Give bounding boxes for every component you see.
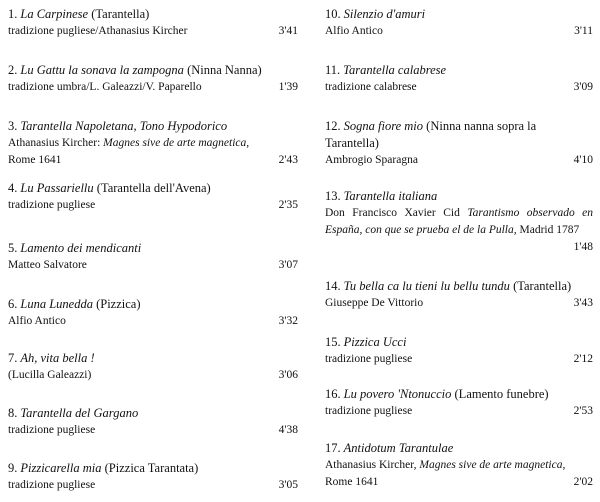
track-title: Ah, vita bella ! xyxy=(20,351,95,365)
track-credit: tradizione pugliese xyxy=(325,353,413,365)
track-title: Lu povero 'Ntonuccio xyxy=(343,387,452,401)
track-title: Silenzio d'amuri xyxy=(343,7,426,21)
track-number: 1. xyxy=(8,7,18,21)
track-credit: tradizione pugliese xyxy=(8,479,96,491)
track-credit-line xyxy=(8,135,298,152)
track-duration: 1'39 xyxy=(278,81,298,93)
track-number: 13. xyxy=(325,189,341,203)
track-title: Tarantella italiana xyxy=(343,189,438,203)
track-subtitle: (Ninna nanna sopra la Tarantella) xyxy=(325,119,537,150)
track-credit-line xyxy=(325,295,593,312)
track-credit-place: Rome 1641 xyxy=(325,476,379,488)
track-item xyxy=(8,350,298,384)
track-item xyxy=(8,460,298,494)
track-item xyxy=(8,62,298,96)
track-title-line xyxy=(325,118,593,152)
track-title-line xyxy=(8,180,298,197)
track-duration: 3'09 xyxy=(573,81,593,93)
track-number: 7. xyxy=(8,351,18,365)
track-title: Lamento dei mendicanti xyxy=(20,241,142,255)
track-subtitle: (Tarantella) xyxy=(91,7,150,21)
track-subtitle: (Lamento funebre) xyxy=(454,387,549,401)
track-credit: tradizione calabrese xyxy=(325,81,417,93)
track-subtitle: (Pizzica) xyxy=(96,297,141,311)
track-credit-line xyxy=(8,313,298,330)
track-credit: tradizione pugliese xyxy=(8,199,96,211)
track-duration: 3'41 xyxy=(278,25,298,37)
track-duration: 2'35 xyxy=(278,199,298,211)
track-title-line xyxy=(8,240,298,257)
track-credit-line xyxy=(8,367,298,384)
track-credit: tradizione pugliese xyxy=(325,405,413,417)
track-credit-line xyxy=(325,403,593,420)
track-title: Antidotum Tarantulae xyxy=(343,441,454,455)
track-item xyxy=(8,405,298,439)
track-credit-line xyxy=(325,457,593,474)
track-credit-line xyxy=(325,205,593,239)
track-item xyxy=(325,6,593,40)
track-credit-line xyxy=(325,351,593,368)
track-item xyxy=(8,296,298,330)
track-title-line xyxy=(325,440,593,457)
track-credit: tradizione pugliese xyxy=(8,424,96,436)
track-credit-source: Magnes sive de arte magnetica, xyxy=(103,137,250,149)
track-credit-line xyxy=(8,257,298,274)
track-item xyxy=(325,188,593,256)
track-item xyxy=(8,180,298,214)
track-title: Tarantella Napoletana, Tono Hypodorico xyxy=(20,119,228,133)
track-title-line xyxy=(8,118,298,135)
track-number: 10. xyxy=(325,7,341,21)
track-credit-source: Tarantismo observado en España, con que se prueba el de la Pulla, xyxy=(325,207,594,236)
track-item xyxy=(325,62,593,96)
track-number: 5. xyxy=(8,241,18,255)
track-number: 12. xyxy=(325,119,341,133)
track-credit-prefix: Don Francisco Xavier Cid xyxy=(325,207,460,219)
track-credit-place: Madrid 1787 xyxy=(519,224,580,236)
track-subtitle: (Ninna Nanna) xyxy=(187,63,262,77)
track-duration: 3'43 xyxy=(573,297,593,309)
track-title-line xyxy=(325,188,593,205)
track-credit-line xyxy=(325,152,593,169)
track-title-line xyxy=(325,278,593,295)
track-credit: tradizione pugliese/Athanasius Kircher xyxy=(8,25,188,37)
track-title-line xyxy=(325,6,593,23)
track-number: 9. xyxy=(8,461,18,475)
track-credit-line xyxy=(8,23,298,40)
track-subtitle: (Pizzica Tarantata) xyxy=(104,461,199,475)
track-title: Lu Gattu la sonava la zampogna xyxy=(20,63,184,77)
track-item xyxy=(8,118,298,169)
track-item xyxy=(8,240,298,274)
track-subtitle: (Tarantella) xyxy=(513,279,572,293)
track-duration: 3'05 xyxy=(278,479,298,491)
track-number: 17. xyxy=(325,441,341,455)
track-credit-line xyxy=(325,23,593,40)
track-duration: 3'32 xyxy=(278,315,298,327)
track-number: 6. xyxy=(8,297,18,311)
track-title: La Carpinese xyxy=(20,7,89,21)
track-subtitle: (Tarantella dell'Avena) xyxy=(96,181,211,195)
track-credit-place: Rome 1641 xyxy=(8,154,62,166)
track-duration: 3'07 xyxy=(278,259,298,271)
track-credit-line xyxy=(325,474,593,491)
track-credit-line xyxy=(8,79,298,96)
track-title-line xyxy=(8,405,298,422)
track-number: 8. xyxy=(8,406,18,420)
track-number: 11. xyxy=(325,63,341,77)
track-title-line xyxy=(325,62,593,79)
track-duration: 2'12 xyxy=(573,353,593,365)
track-duration: 1'48 xyxy=(573,241,593,253)
track-title-line xyxy=(8,460,298,477)
track-credit-prefix: Athanasius Kircher: xyxy=(8,137,101,149)
track-credit: Ambrogio Sparagna xyxy=(325,154,418,166)
track-title: Tarantella calabrese xyxy=(343,63,447,77)
track-number: 4. xyxy=(8,181,18,195)
track-credit: tradizione umbra/L. Galeazzi/V. Paparello xyxy=(8,81,202,93)
track-credit-line xyxy=(8,422,298,439)
track-item xyxy=(325,386,593,420)
track-credit: Matteo Salvatore xyxy=(8,259,87,271)
track-credit: Giuseppe De Vittorio xyxy=(325,297,424,309)
track-title: Pizzicarella mia xyxy=(20,461,102,475)
track-title: Sogna fiore mio xyxy=(343,119,424,133)
track-title: Tu bella ca lu tieni lu bellu tundu xyxy=(343,279,510,293)
track-title-line xyxy=(8,296,298,313)
track-item xyxy=(325,334,593,368)
track-item xyxy=(325,440,593,491)
track-credit: Alfio Antico xyxy=(8,315,66,327)
track-item xyxy=(325,118,593,169)
track-credit: Alfio Antico xyxy=(325,25,383,37)
track-title-line xyxy=(8,350,298,367)
track-number: 15. xyxy=(325,335,341,349)
track-title-line xyxy=(325,386,593,403)
track-title: Lu Passariellu xyxy=(20,181,94,195)
track-item xyxy=(325,278,593,312)
track-item xyxy=(8,6,298,40)
track-credit-source: Magnes sive de arte magnetica, xyxy=(419,459,566,471)
track-title-line xyxy=(325,334,593,351)
track-duration: 2'02 xyxy=(573,476,593,488)
track-number: 14. xyxy=(325,279,341,293)
track-duration: 4'10 xyxy=(573,154,593,166)
track-duration: 4'38 xyxy=(278,424,298,436)
track-title: Tarantella del Gargano xyxy=(20,406,139,420)
track-duration: 3'11 xyxy=(574,25,593,37)
track-credit: (Lucilla Galeazzi) xyxy=(8,369,92,381)
track-credit-line xyxy=(8,152,298,169)
track-number: 3. xyxy=(8,119,18,133)
track-duration: 3'06 xyxy=(278,369,298,381)
track-title-line xyxy=(8,6,298,23)
track-credit-prefix: Athanasius Kircher, xyxy=(325,459,417,471)
track-credit-line xyxy=(325,79,593,96)
track-number: 16. xyxy=(325,387,341,401)
track-credit-line xyxy=(8,197,298,214)
track-credit-line xyxy=(8,477,298,494)
track-title-line xyxy=(8,62,298,79)
track-duration: 2'43 xyxy=(278,154,298,166)
track-title: Pizzica Ucci xyxy=(343,335,407,349)
track-duration: 2'53 xyxy=(573,405,593,417)
track-number: 2. xyxy=(8,63,18,77)
track-duration-line xyxy=(325,239,593,256)
track-title: Luna Lunedda xyxy=(20,297,93,311)
